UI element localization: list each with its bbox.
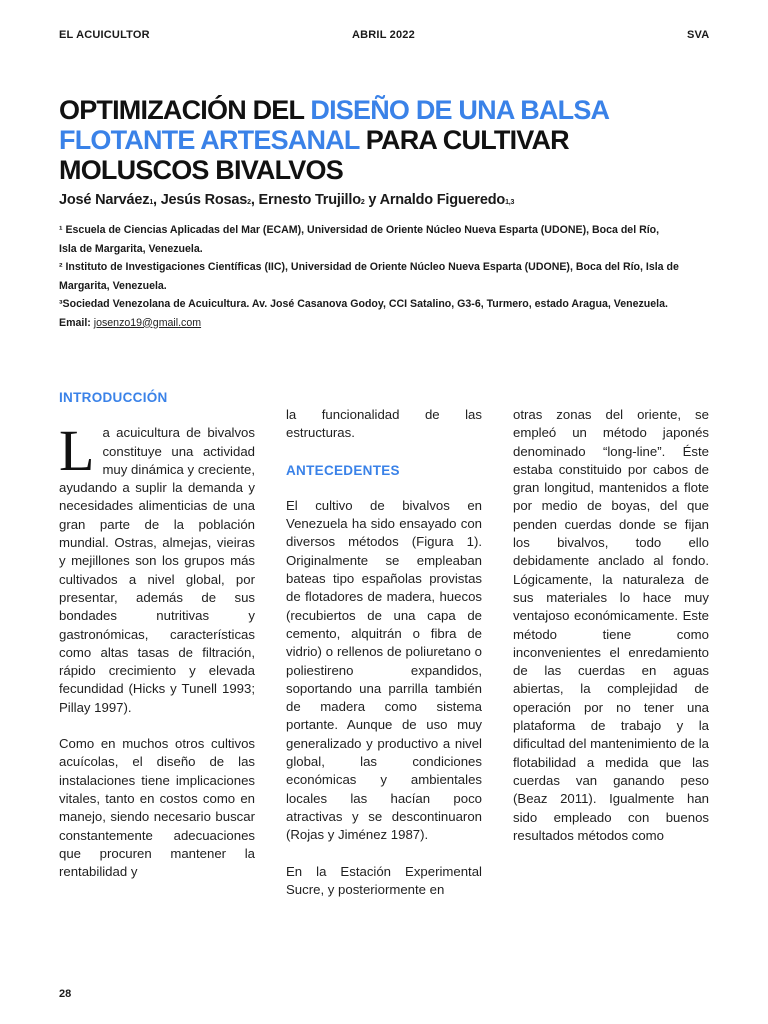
title-part-1: OPTIMIZACIÓN DEL bbox=[59, 95, 311, 125]
page-number: 28 bbox=[59, 988, 72, 1000]
author-separator: y bbox=[364, 192, 380, 208]
affiliation-2: ² Instituto de Investigaciones Científicas (IIC), Universidad de Oriente Núcleo Nueva Esparta (UDONE), Boca del Río, Isla de Margarita, Venezuela. bbox=[59, 261, 679, 292]
column-3-paragraph: otras zonas del oriente, se empleó un método japonés denominado “long-line”. Éste estaba constituido por cabos de gran longitud, mantenidos a flote por medio de boyas, del que penden cuerdas donde se fijan los bivalvos, todo ello debidamente anclado al fondo. Lógicamente, la naturaleza de sus materiales lo hace muy ventajoso económicamente. Este método tiene como inconvenientes el enredamiento de las cuerdas en aguas abiertas, la complejidad de operación por no tener una plataforma de trabajo y la dificultad del mantenimiento de la flotabilidad a medida que las cuerdas van ganando peso (Beaz 2011). Igualmente han sido empleado con buenos resultados métodos como bbox=[513, 407, 709, 843]
running-header-date: ABRIL 2022 bbox=[352, 29, 415, 41]
author-separator: , bbox=[153, 192, 161, 208]
section-heading-introduccion: INTRODUCCIÓN bbox=[59, 390, 168, 405]
title-accent: DISEÑO DE UNA BALSA FLOTANTE ARTESANAL bbox=[59, 95, 609, 155]
author-name: Ernesto Trujillo bbox=[258, 192, 361, 208]
author-list bbox=[59, 192, 699, 208]
affiliation-3: ³Sociedad Venezolana de Acuicultura. Av. José Casanova Godoy, CCI Satalino, G3-6, Turmero, estado Aragua, Venezuela. bbox=[59, 298, 668, 310]
text-column-1 bbox=[59, 389, 255, 881]
email-line bbox=[59, 314, 679, 333]
article-title bbox=[59, 95, 719, 185]
intro-paragraph-2: Como en muchos otros cultivos acuícolas, el diseño de las instalaciones tiene implicaciones vitales, tanto en costos como en manejo, siendo necesario buscar constantemente adecuaciones que procuren mantener la rentabilidad y bbox=[59, 736, 255, 880]
author-name: Arnaldo Figueredo bbox=[379, 192, 506, 208]
text-column-2 bbox=[286, 406, 482, 899]
affiliations-block bbox=[59, 221, 679, 332]
running-header-journal: EL ACUICULTOR bbox=[59, 29, 150, 41]
column-2-continuation: la funcionalidad de las estructuras. bbox=[286, 407, 482, 441]
author-name: Jesús Rosas bbox=[160, 192, 248, 208]
intro-paragraph-1-text: a acuicultura de bivalvos constituye una actividad muy dinámica y creciente, ayudando a suplir la demanda y necesidades alimenticias de una gran parte de la población mundial. Ostras, almejas, vieiras y mejillones son los grupos más cultivados a nivel global, por presentar, además de sus bondades nutritivas y gastronómicas, características como altas tasas de filtración, rápido crecimiento y elevada fecundidad (Hicks y Tunell 1993; Pillay 1997). bbox=[59, 425, 255, 715]
author-affiliation-mark: 1 bbox=[149, 199, 154, 206]
drop-cap: L bbox=[59, 418, 95, 484]
author-affiliation-mark: 1,3 bbox=[505, 199, 515, 206]
email-link[interactable]: josenzo19@gmail.com bbox=[93, 316, 202, 329]
author-separator: , bbox=[250, 192, 259, 208]
antecedentes-paragraph-2: En la Estación Experimental Sucre, y posteriormente en bbox=[286, 863, 482, 897]
author-name: José Narváez bbox=[59, 192, 150, 208]
antecedentes-paragraph-1: El cultivo de bivalvos en Venezuela ha sido ensayado con diversos métodos (Figura 1). Originalmente se empleaban bateas tipo españolas provistas de flotadores de madera, huecos (recubiertos de una capa de cemento, alquitrán o fibra de vidrio) o rellenos de poliuretano o poliestireno expandidos, soportando una parrilla también de madera como sistema portante. Aunque de uso muy generalizado y productivo a nivel global, las condiciones económicas y ambientales locales las hacían poco atractivas y se descontinuaron (Rojas y Jiménez 1987). bbox=[286, 497, 482, 843]
title-part-2: PARA CULTIVAR MOLUSCOS BIVALVOS bbox=[59, 125, 569, 185]
email-label: Email: bbox=[59, 316, 94, 329]
author-affiliation-mark: 2 bbox=[247, 199, 251, 206]
intro-paragraph-1 bbox=[59, 418, 255, 717]
text-column-3 bbox=[513, 406, 709, 845]
affiliation-1: ¹ Escuela de Ciencias Aplicadas del Mar (ECAM), Universidad de Oriente Núcleo Nueva Esparta (UDONE), Boca del Río, Isla de Margarita, Venezuela. bbox=[59, 224, 660, 255]
section-heading-antecedentes: ANTECEDENTES bbox=[286, 462, 400, 478]
running-header-publisher: SVA bbox=[687, 29, 710, 41]
author-affiliation-mark: 2 bbox=[360, 199, 365, 206]
